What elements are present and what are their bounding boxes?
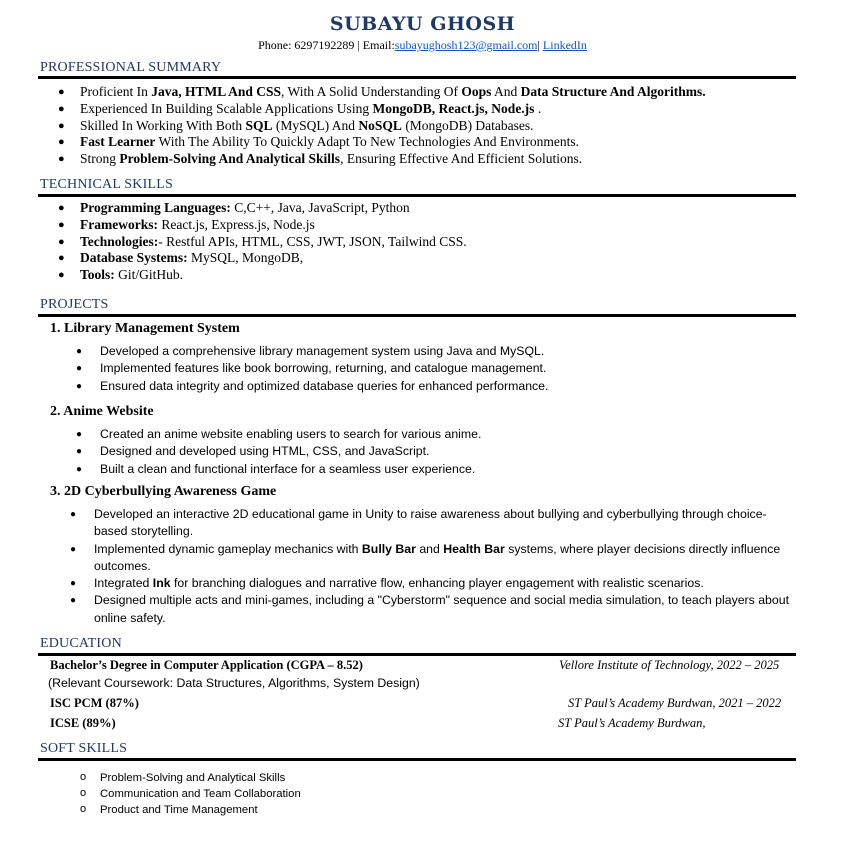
project-bullets xyxy=(70,506,790,627)
section-title-soft-skills: SOFT SKILLS xyxy=(40,741,128,756)
icse-school: ST Paul’s Academy Burdwan, xyxy=(558,716,706,730)
list-item xyxy=(58,134,706,151)
list-item xyxy=(76,378,548,395)
project-heading: 2. Anime Website xyxy=(50,404,154,419)
icse-result: ICSE (89%) xyxy=(50,716,116,730)
text: Designed multiple acts and mini-games, including a "Cyberstorm" sequence and social media simulation, to teach players about online safety. xyxy=(94,593,789,625)
text: Implemented features like book borrowing, returning, and catalogue management. xyxy=(100,361,547,376)
bold-text: Tools: xyxy=(80,267,115,283)
contact-line xyxy=(0,38,845,53)
project-bullets xyxy=(76,426,481,478)
contact-separator: | xyxy=(537,38,543,52)
list-item xyxy=(58,118,706,135)
bold-text: Health Bar xyxy=(443,541,505,556)
soft-skills-list xyxy=(80,770,301,818)
text: (MySQL) And xyxy=(272,117,359,133)
linkedin-link[interactable]: LinkedIn xyxy=(542,38,587,52)
text: - Restful APIs, HTML, CSS, JWT, JSON, Tailwind CSS. xyxy=(158,233,467,249)
email-link[interactable]: subayughosh123@gmail.com xyxy=(394,38,538,52)
section-divider xyxy=(38,758,796,761)
list-item xyxy=(58,217,467,234)
bold-text: Problem-Solving And Analytical Skills xyxy=(119,151,341,167)
text: And xyxy=(491,84,521,99)
soft-skill-item: o Communication and Team Collaboration xyxy=(80,786,301,802)
degree-title: Bachelor’s Degree in Computer Application (CGPA – 8.52) xyxy=(50,658,363,672)
text: React.js, Express.js, Node.js xyxy=(157,216,315,232)
bold-text: Technologies: xyxy=(80,233,159,249)
text: MySQL, MongoDB, xyxy=(187,250,304,266)
candidate-name: SUBAYU GHOSH xyxy=(329,13,516,35)
bold-text: Fast Learner xyxy=(80,134,156,150)
text: Built a clean and functional interface for a seamless user experience. xyxy=(100,461,476,476)
list-item xyxy=(76,360,548,377)
coursework-note: (Relevant Coursework: Data Structures, Algorithms, System Design) xyxy=(48,676,420,690)
text: Ensured data integrity and optimized database queries for enhanced performance. xyxy=(100,378,549,393)
section-divider xyxy=(38,653,796,656)
text: systems, where player decisions directly influence outcomes. xyxy=(94,541,781,573)
text: Developed an interactive 2D educational game in Unity to raise awareness about bullying and cyberbullying through choice-based storytelling. xyxy=(94,507,767,539)
text: Created an anime website enabling users to search for various anime. xyxy=(100,427,482,441)
bold-text: Java, HTML And CSS xyxy=(151,84,282,99)
list-item xyxy=(58,84,706,101)
list-item xyxy=(76,343,548,360)
text: Integrated xyxy=(94,576,153,591)
list-item xyxy=(76,443,481,460)
text: . xyxy=(534,100,542,116)
text: Experienced In Building Scalable Applications Using xyxy=(80,100,373,116)
text: Proficient In xyxy=(80,84,152,99)
section-divider xyxy=(38,76,796,79)
bold-text: SQL xyxy=(245,117,273,133)
section-title-skills: TECHNICAL SKILLS xyxy=(40,177,173,192)
text: Designed and developed using HTML, CSS, and JavaScript. xyxy=(100,444,430,459)
isc-result: ISC PCM (87%) xyxy=(50,696,139,710)
list-item xyxy=(58,250,467,267)
bold-text: Programming Languages: xyxy=(80,200,231,215)
list-item xyxy=(58,200,467,217)
summary-list xyxy=(58,84,706,168)
section-title-education: EDUCATION xyxy=(40,636,122,651)
text: With The Ability To Quickly Adapt To New Technologies And Environments. xyxy=(155,134,579,150)
text: Skilled In Working With Both xyxy=(80,117,246,133)
list-item xyxy=(76,461,481,478)
section-divider xyxy=(38,314,796,317)
section-title-summary: PROFESSIONAL SUMMARY xyxy=(40,60,222,75)
list-item xyxy=(70,506,790,541)
list-item xyxy=(70,592,790,627)
bold-text: MongoDB, React.js, Node.js xyxy=(372,100,535,116)
section-title-projects: PROJECTS xyxy=(40,297,109,312)
bold-text: Database Systems: xyxy=(80,250,188,266)
project-heading: 3. 2D Cyberbullying Awareness Game xyxy=(50,484,277,499)
list-item xyxy=(76,426,481,443)
bold-text: Data Structure And Algorithms. xyxy=(520,84,706,99)
section-divider xyxy=(38,194,796,197)
bold-text: Bully Bar xyxy=(361,541,416,556)
list-item xyxy=(70,541,790,576)
bold-text: Frameworks: xyxy=(80,216,158,232)
list-item xyxy=(70,575,790,592)
text: (MongoDB) Databases. xyxy=(401,117,534,133)
list-item xyxy=(58,101,706,118)
text: and xyxy=(415,541,444,556)
project-heading: 1. Library Management System xyxy=(50,321,240,336)
text: , Ensuring Effective And Efficient Solutions. xyxy=(340,151,583,167)
list-item xyxy=(58,267,467,284)
degree-school: Vellore Institute of Technology, 2022 – 2025 xyxy=(559,658,780,672)
list-item xyxy=(58,234,467,251)
bold-text: Oops xyxy=(461,84,492,99)
bold-text: Ink xyxy=(152,576,171,591)
soft-skill-item: o Product and Time Management xyxy=(80,802,301,818)
project-bullets xyxy=(76,343,548,395)
text: Developed a comprehensive library management system using Java and MySQL. xyxy=(100,344,545,358)
text: Strong xyxy=(80,151,120,167)
text: , With A Solid Understanding Of xyxy=(281,84,462,99)
list-item xyxy=(58,151,706,168)
text: Implemented dynamic gameplay mechanics with xyxy=(94,541,362,556)
phone-text: Phone: 6297192289 | Email: xyxy=(258,38,395,52)
bold-text: NoSQL xyxy=(358,117,402,133)
soft-skill-item: o Problem-Solving and Analytical Skills xyxy=(80,770,301,786)
isc-school: ST Paul’s Academy Burdwan, 2021 – 2022 xyxy=(568,696,782,710)
text: for branching dialogues and narrative flow, enhancing player engagement with realistic scenarios. xyxy=(170,576,704,591)
text: Git/GitHub. xyxy=(114,267,184,283)
skills-list xyxy=(58,200,467,284)
text: C,C++, Java, JavaScript, Python xyxy=(230,200,410,215)
